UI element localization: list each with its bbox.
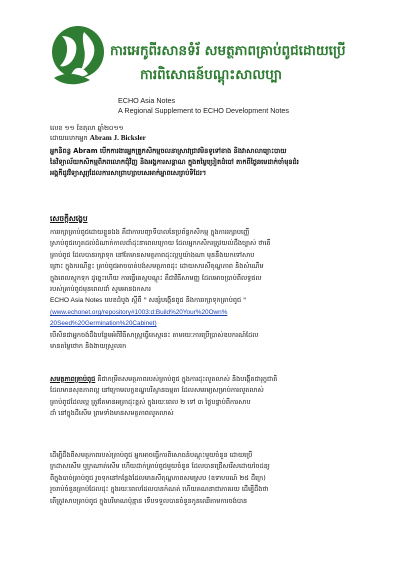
repository-link[interactable]: (www.echonet.org/repository#1003:d:Build%20Your%20Own% bbox=[50, 308, 228, 316]
paragraph-line: ក្នុងពេលស្តុកទុក ដូច្នេះហើយ ការធ្វើតេស្តបណ្ដុះ គឺជាវិធីសាមញ្ញ ដែលអាចប្រាប់ពីលទ្ធផល bbox=[50, 273, 262, 282]
paragraph-line: ពីក្នុងបាច់គ្រាប់ពូជ រួចទុកនៅកន្លែងដែលមានសីតុណ្ហភាពសមស្រប (ឧទាហរណ៍ ២៥ ដឺក្រេ) bbox=[50, 473, 266, 482]
series-description: A Regional Supplement to ECHO Development Notes bbox=[118, 106, 289, 115]
paragraph-line bbox=[50, 318, 354, 329]
repository-link-continued[interactable]: 20Seed%20Germination%20Cabinet) bbox=[50, 320, 157, 328]
paragraph-line: បើសិនជាអ្នកចង់ដឹងបន្ថែមអំពីវិធីសាស្ត្រធ្វើតេស្តនេះ តាមរយៈការប្រើប្រាស់ឧបករណ៍ដែល bbox=[50, 330, 259, 339]
document-title-line1: ការអេកូពីរសានទំរ័ សមត្ថភាពគ្រាប់ពូជដោយប្រើ bbox=[110, 43, 346, 59]
term-heading: សមត្ថភាពគ្រាប់ពូជ bbox=[50, 375, 96, 383]
term-definition: គឺជាកម្រិតសមត្ថភាពរបស់គ្រាប់ពូជ ក្នុងការដុះលូតលាស់ និងបង្កើតជារុក្ខជាតិ bbox=[97, 375, 278, 383]
source-description: លេខដំបូង ស្ដីពី " សន្សំបង្កើនពូជ និងការរក្សាទុកគ្រាប់ពូជ " bbox=[104, 296, 247, 305]
paragraph-line: មានតម្លៃថោក និងងាយស្រួលរក bbox=[50, 342, 127, 351]
author-bio-line: នៃវិទ្យាល័យកសិកម្មពិភពលោកជុំវិញ និងអង្គការសន្ដាណ ក្នុងតម្លៃប្រៀតដំបៅ តាកពីថ្ងៃឆមេដាក់ចាំមុនដំរ bbox=[50, 158, 299, 166]
paragraph-line bbox=[50, 374, 354, 385]
echo-logo-icon bbox=[50, 22, 106, 88]
paragraph-line: ព្រោះ ក្នុងករណីខ្លះ គ្រាប់ពូជអាចបាត់បង់សមត្ថភាពដុះ ដោយសារសីតុណ្ហភាព និងសំណើម bbox=[50, 262, 264, 271]
issue-date: លេខ ១១ ខែតុលា ឆ្នាំ២០១១ bbox=[50, 124, 124, 132]
paragraph-line: គ្រាប់ពូជ ដែលបានរក្សាទុក នៅតែមានសមត្ថភាពដុះល្អឬយ៉ាងណា មុននឹងយកទៅសាប bbox=[50, 250, 255, 259]
author-bio bbox=[50, 146, 350, 179]
section-heading: សេចក្ដីសង្ខេប bbox=[50, 214, 88, 223]
author-line bbox=[50, 134, 146, 144]
paragraph-line: ការរក្សាគ្រាប់ពូជដោយខ្លួនឯង គឺជាការបញ្ជាទីបាលនៃប្រព័ន្ធកសិកម្ម ក្នុងការរក្សាបញ្ញើ bbox=[50, 228, 250, 236]
paragraph-line: របស់គ្រាប់ពូជមុនពេលដាំ សូមអានឯកសារ bbox=[50, 285, 151, 294]
author-prefix: ដោយលោកអ្នក bbox=[50, 134, 88, 142]
author-name: Abram J. Bicksler bbox=[89, 134, 146, 142]
author-bio-line: អង្គកីដូវវិទ្យាសូរ្យដែលការសាព្រាហ្សាបសេអាក់អ្នាពសេរ្រាប់ទិដែរ។ bbox=[50, 169, 207, 177]
author-bio-line: អ្នកនិពន្ធ Abram បើកការងារអ្នកគ្រូកសិកម្មចលនាស្រាវជ្រាវមិនទូទៅខាង និងវាសាលារ្យោះបាយ bbox=[50, 147, 287, 155]
paragraph-line bbox=[50, 295, 354, 306]
paragraph-line: ស្រាប់ពូជរហូតដល់ដំណាក់កាលដាំដុះនាពេលក្រោយ ដែលអ្នកកសិករត្រូវយល់ដឹងច្បាស់ ថាតើ bbox=[50, 239, 271, 248]
paragraph-line: តើត្រូវសាបគ្រាប់ពូជ ក្នុងបរិមាណប៉ុន្មាន ទើបទទួលបានចំនួនកូនឈើតាមការចង់បាន bbox=[50, 496, 248, 505]
paragraph-line: ដែលមានសុខភាពល្អ នៅក្រោមលក្ខខណ្ឌបរិស្ថានធម្មតា ដែលសមរម្យសម្រាប់ការលូតលាស់ bbox=[50, 386, 264, 395]
paragraph-seed-viability bbox=[50, 374, 354, 420]
paragraph-line: រួចរាប់ចំនួនគ្រាប់ដែលដុះ ក្នុងរយៈពេលដែលបានកំណត់ ហើយគណនាជាភាគរយ ដើម្បីដឹងថា bbox=[50, 485, 269, 494]
paragraph-line: គ្រាប់ពូជដែលល្អ ត្រូវតែមានអត្រាដុះខ្ពស់ ក្នុងរយៈពេល ២ ទៅ ៣ ថ្ងៃបន្ទាប់ពីការសាប bbox=[50, 397, 251, 406]
paragraph-line: ដើម្បីដឹងពីសមត្ថភាពរបស់គ្រាប់ពូជ អ្នកអាចធ្វើការពិសោធន៍បណ្ដុះមួយចំនួន ដោយប្រើ bbox=[50, 451, 253, 459]
paragraph-line: ដាំ នៅក្នុងដីសើម ព្រមទាំងមានសមត្ថភាពលូតលាស់ bbox=[50, 409, 174, 418]
series-name: ECHO Asia Notes bbox=[118, 96, 176, 105]
paragraph-line: ក្រដាសសើម ឬក្រណាត់សើម ហើយដាក់គ្រាប់ពូជមួយចំនួន ដែលបានជ្រើសរើសដោយចៃដន្យ bbox=[50, 462, 270, 471]
paragraph-method bbox=[50, 450, 354, 507]
source-name: ECHO Asia Notes bbox=[50, 297, 103, 305]
document-title-line2: ការពិសោធន៍បណ្ដុះសាលប្បា bbox=[140, 67, 282, 83]
paragraph-line bbox=[50, 307, 354, 318]
paragraph-intro bbox=[50, 227, 354, 352]
